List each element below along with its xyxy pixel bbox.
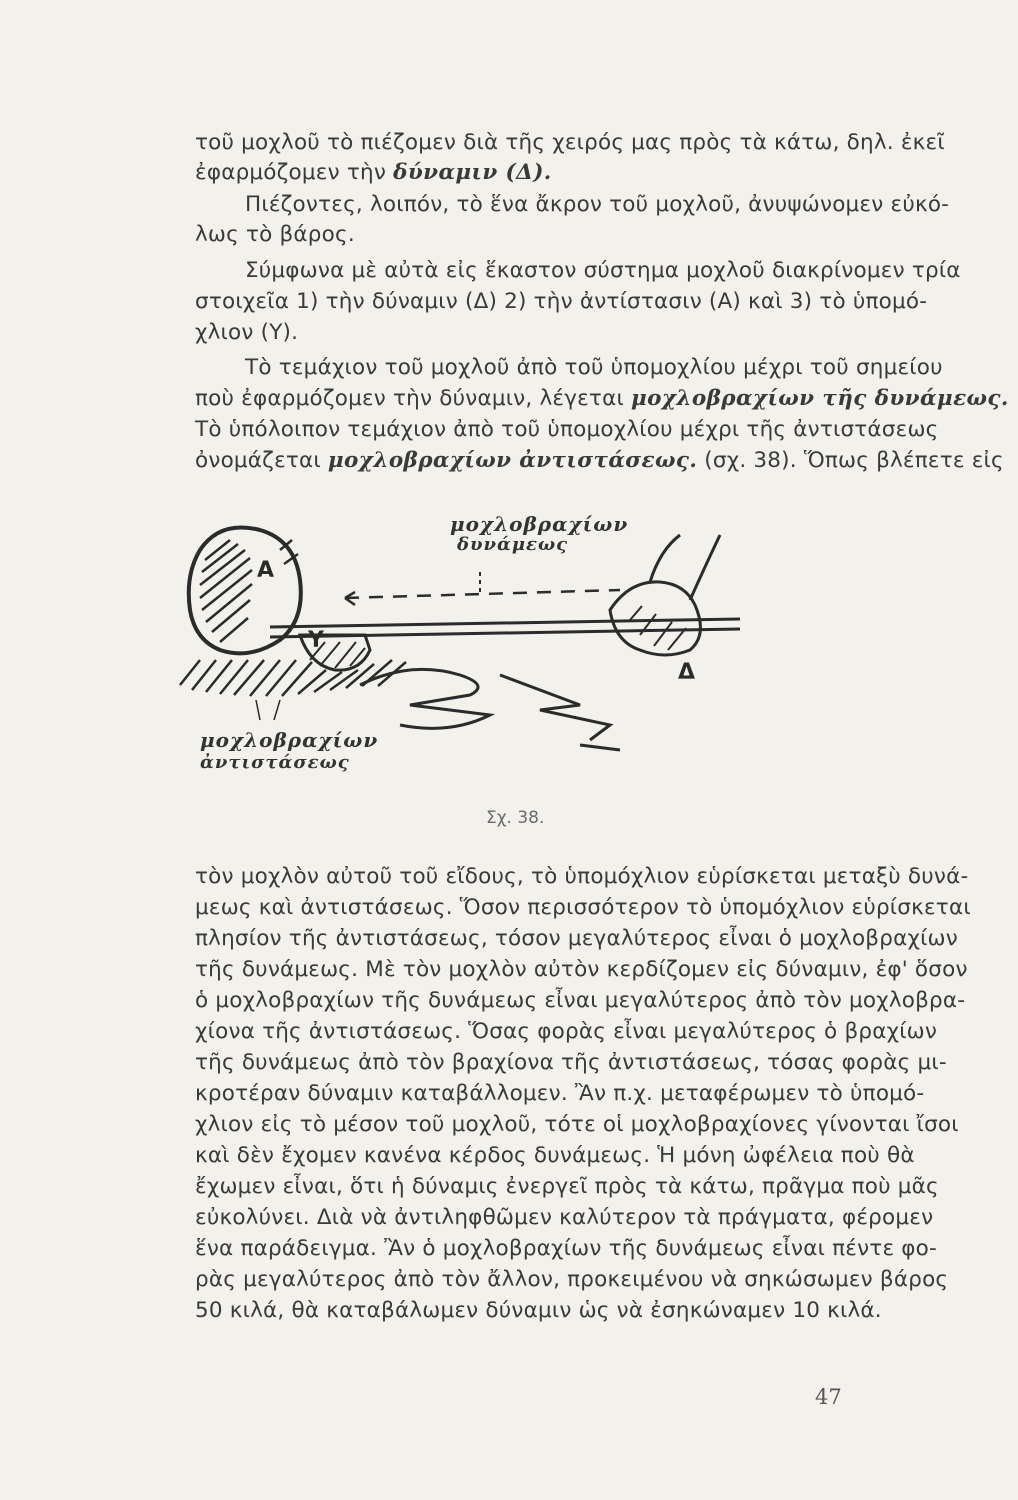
label-force-arm-line2: δυνάμεως [457, 534, 569, 555]
italic-term: μοχλοβραχίων ἀντιστάσεως. [327, 448, 698, 473]
label-fulcrum: Υ [308, 628, 324, 653]
text-line: εὐκολύνει. Διὰ νὰ ἀντιληφθῶμεν καλύτερον τὰ πράγματα, φέρομεν [195, 1205, 934, 1230]
text-span: (σχ. 38). Ὅπως βλέπετε εἰς [697, 448, 1004, 473]
text-line [195, 446, 1004, 476]
text-line: καὶ δὲν ἔχομεν κανένα κέρδος δυνάμεως. Ἡ μόνη ὠφέλεια ποὺ θὰ [195, 1143, 915, 1168]
page-number: 47 [815, 1385, 842, 1409]
text-line: στοιχεῖα 1) τὴν δύναμιν (Δ) 2) τὴν ἀντίστασιν (Α) καὶ 3) τὸ ὑπομό- [195, 289, 928, 314]
text-line: κροτέραν δύναμιν καταβάλλομεν. Ἂν π.χ. μεταφέρωμεν τὸ ὑπομό- [195, 1081, 925, 1106]
text-line: μεως καὶ ἀντιστάσεως. Ὅσον περισσότερον τὸ ὑπομόχλιον εὑρίσκεται [195, 895, 971, 920]
text-line [195, 158, 552, 188]
text-line: 50 κιλά, θὰ καταβάλωμεν δύναμιν ὡς νὰ ἐσηκώναμεν 10 κιλά. [195, 1298, 882, 1323]
text-line: ἕνα παράδειγμα. Ἂν ὁ μοχλοβραχίων τῆς δυνάμεως εἶναι πέντε φο- [195, 1236, 937, 1261]
text-line: Σύμφωνα μὲ αὐτὰ εἰς ἕκαστον σύστημα μοχλοῦ διακρίνομεν τρία [245, 258, 961, 283]
text-line: χλιον εἰς τὸ μέσον τοῦ μοχλοῦ, τότε οἱ μοχλοβραχίονες γίνονται ἴσοι [195, 1112, 959, 1137]
text-line: ρὰς μεγαλύτερος ἀπὸ τὸν ἄλλον, προκειμένου νὰ σηκώσωμεν βάρος [195, 1267, 949, 1292]
italic-term: μοχλοβραχίων τῆς δυνάμεως. [630, 386, 1009, 411]
label-force: Δ [678, 660, 696, 685]
lever-figure [160, 510, 760, 800]
text-line: ὁ μοχλοβραχίων τῆς δυνάμεως εἶναι μεγαλύτερος ἀπὸ τὸν μοχλοβρα- [195, 988, 966, 1013]
text-line: πλησίον τῆς ἀντιστάσεως, τόσον μεγαλύτερος εἶναι ὁ μοχλοβραχίων [195, 926, 958, 951]
text-line: τοῦ μοχλοῦ τὸ πιέζομεν διὰ τῆς χειρός μας πρὸς τὰ κάτω, δηλ. ἐκεῖ [195, 130, 945, 155]
text-line: Τὸ ὑπόλοιπον τεμάχιον ἀπὸ τοῦ ὑπομοχλίου μέχρι τῆς ἀντιστάσεως [195, 417, 939, 442]
label-resistance: Α [257, 558, 275, 583]
text-line: Τὸ τεμάχιον τοῦ μοχλοῦ ἀπὸ τοῦ ὑπομοχλίου μέχρι τοῦ σημείου [245, 355, 943, 380]
text-line: χίονα τῆς ἀντιστάσεως. Ὅσας φορὰς εἶναι μεγαλύτερος ὁ βραχίων [195, 1019, 938, 1044]
text-line: τῆς δυνάμεως. Μὲ τὸν μοχλὸν αὐτὸν κερδίζομεν εἰς δύναμιν, ἐφ' ὅσον [195, 957, 968, 982]
label-resistance-arm-line2: ἀντιστάσεως [200, 752, 350, 773]
text-line: τὸν μοχλὸν αὐτοῦ τοῦ εἴδους, τὸ ὑπομόχλιον εὑρίσκεται μεταξὺ δυνά- [195, 864, 969, 889]
hand-hatching [630, 606, 686, 650]
text-line: λως τὸ βάρος. [195, 222, 355, 247]
text-line: χλιον (Υ). [195, 320, 299, 345]
text-line [195, 384, 1009, 414]
label-resistance-arm-line1: μοχλοβραχίων [200, 728, 379, 752]
text-span: ἐφαρμόζομεν τὴν [195, 160, 394, 185]
figure-caption: Σχ. 38. [486, 808, 545, 828]
text-span: ὀνομάζεται [195, 448, 328, 473]
label-force-arm-line1: μοχλοβραχίων [450, 512, 629, 536]
force-arm-dashed-line [345, 590, 620, 598]
text-line: τῆς δυνάμεως ἀπὸ τὸν βραχίονα τῆς ἀντιστάσεως, τόσας φορὰς μι- [195, 1050, 947, 1075]
text-line: Πιέζοντες, λοιπόν, τὸ ἕνα ἄκρον τοῦ μοχλοῦ, ἀνυψώνομεν εὐκό- [245, 192, 950, 217]
italic-term: δύναμιν (Δ). [393, 160, 552, 185]
text-span: ποὺ ἐφαρμόζομεν τὴν δύναμιν, λέγεται [195, 386, 631, 411]
text-line: ἔχωμεν εἶναι, ὅτι ἡ δύναμις ἐνεργεῖ πρὸς τὰ κάτω, πρᾶγμα ποὺ μᾶς [195, 1174, 939, 1199]
